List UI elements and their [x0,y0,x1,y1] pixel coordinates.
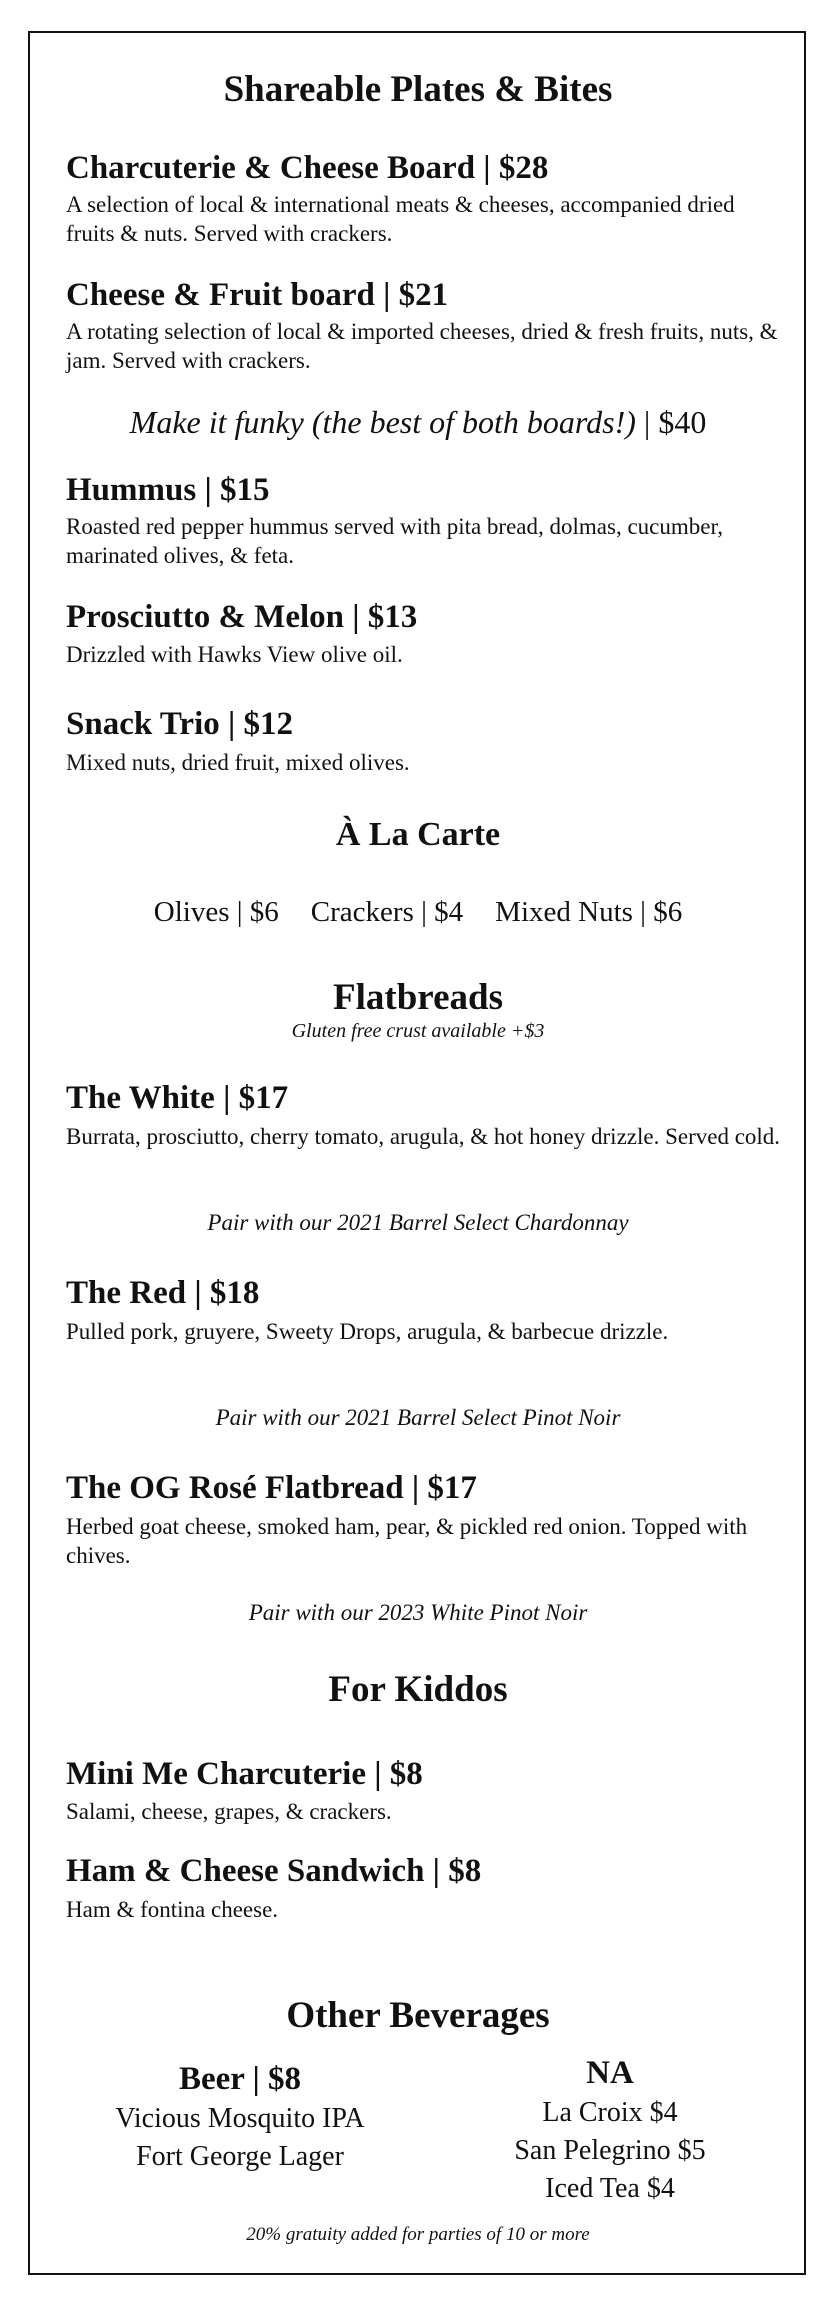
item-desc-prosciutto-melon: Drizzled with Hawks View olive oil. [66,642,403,667]
item-title-prosciutto-melon: Prosciutto & Melon | $13 [66,599,418,635]
funky-combo-line [0,404,836,441]
item-title-snack-trio: Snack Trio | $12 [66,706,294,742]
funky-combo-text: Make it funky (the best of both boards!) [129,404,636,440]
section-title-beverages: Other Beverages [286,1995,550,2036]
item-desc-snack-trio: Mixed nuts, dried fruit, mixed olives. [66,750,410,775]
item-title-mini-me-charcuterie: Mini Me Charcuterie | $8 [66,1756,423,1792]
gratuity-footer: 20% gratuity added for parties of 10 or more [246,2224,590,2245]
item-desc-the-red: Pulled pork, gruyere, Sweety Drops, arugula, & barbecue drizzle. [66,1319,669,1344]
item-title-cheese-fruit-board: Cheese & Fruit board | $21 [66,277,449,313]
item-desc-mini-me-charcuterie: Salami, cheese, grapes, & crackers. [66,1799,392,1824]
pairing-the-white: Pair with our 2021 Barrel Select Chardonnay [207,1210,629,1235]
item-title-the-red: The Red | $18 [66,1275,260,1311]
na-title: NA [586,2055,634,2091]
item-desc-cheese-fruit-board: A rotating selection of local & imported cheeses, dried & fresh fruits, nuts, & jam. Served with crackers. [66,319,778,373]
a-la-carte-olives: Olives | $6 [153,896,279,928]
na-column [420,2052,800,2208]
section-title-kiddos: For Kiddos [328,1669,508,1710]
item-title-the-white: The White | $17 [66,1080,289,1116]
beer-item: Fort George Lager [136,2141,344,2172]
item-title-hummus: Hummus | $15 [66,472,270,508]
beer-column [50,2058,430,2176]
pairing-og-rose-flatbread: Pair with our 2023 White Pinot Noir [248,1600,588,1625]
item-desc-the-white: Burrata, prosciutto, cherry tomato, arugula, & hot honey drizzle. Served cold. [66,1124,781,1149]
item-desc-og-rose-flatbread: Herbed goat cheese, smoked ham, pear, & pickled red onion. Topped with chives. [66,1514,748,1568]
a-la-carte-mixed-nuts: Mixed Nuts | $6 [495,896,683,928]
beer-item: Vicious Mosquito IPA [115,2103,365,2134]
beer-title: Beer | $8 [178,2061,302,2097]
item-desc-hummus: Roasted red pepper hummus served with pita bread, dolmas, cucumber, marinated olives, & feta. [66,514,723,568]
a-la-carte-row [0,896,836,929]
funky-combo-price: | $40 [635,404,707,440]
pairing-the-red: Pair with our 2021 Barrel Select Pinot Noir [215,1405,621,1430]
item-title-og-rose-flatbread: The OG Rosé Flatbread | $17 [66,1470,477,1506]
item-title-charcuterie-board: Charcuterie & Cheese Board | $28 [66,150,549,186]
na-item: Iced Tea $4 [545,2173,675,2204]
section-title-flatbreads: Flatbreads [333,977,503,1018]
na-item: San Pelegrino $5 [514,2135,706,2166]
item-desc-ham-cheese-sandwich: Ham & fontina cheese. [66,1897,279,1922]
flatbread-gluten-free-note: Gluten free crust available +$3 [291,1020,545,1042]
na-item: La Croix $4 [542,2097,678,2128]
item-title-ham-cheese-sandwich: Ham & Cheese Sandwich | $8 [66,1853,482,1889]
item-desc-charcuterie-board: A selection of local & international meats & cheeses, accompanied dried fruits & nuts. Served with crackers. [66,192,735,246]
a-la-carte-crackers: Crackers | $4 [310,896,464,928]
section-title-a-la-carte: À La Carte [335,816,501,853]
section-title-shareable: Shareable Plates & Bites [223,69,613,110]
